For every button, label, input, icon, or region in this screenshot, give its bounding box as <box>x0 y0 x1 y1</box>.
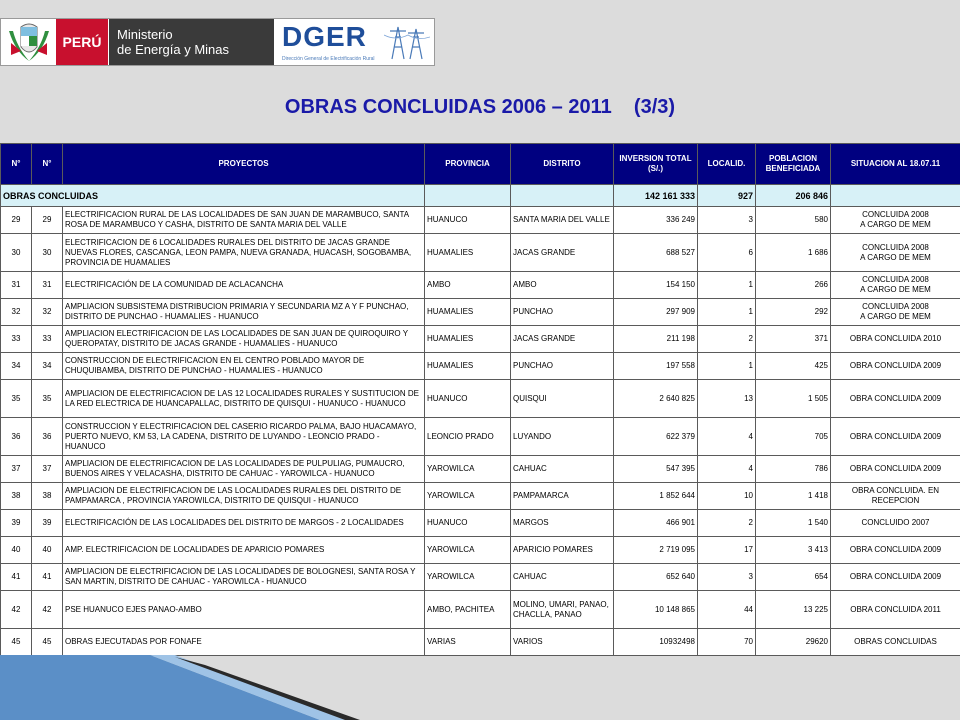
cell-n2: 32 <box>32 299 63 326</box>
cell-provincia: HUANUCO <box>425 380 511 418</box>
cell-poblacion: 580 <box>756 207 831 234</box>
cell-n1: 45 <box>1 629 32 656</box>
cell-poblacion: 654 <box>756 564 831 591</box>
cell-n1: 38 <box>1 483 32 510</box>
cell-provincia: HUANUCO <box>425 510 511 537</box>
cell-inversion: 466 901 <box>614 510 698 537</box>
cell-provincia: HUAMALIES <box>425 326 511 353</box>
cell-proyecto: AMPLIACION DE ELECTRIFICACION DE LAS 12 LOCALIDADES RURALES Y SUSTITUCION DE LA RED ELECTRICA DE HUANCAPALLAC, DISTRITO DE QUISQUI - HUANUCO - HUANUCO <box>63 380 425 418</box>
cell-distrito: JACAS GRANDE <box>511 234 614 272</box>
cell-n2: 41 <box>32 564 63 591</box>
cell-distrito: VARIOS <box>511 629 614 656</box>
cell-provincia: YAROWILCA <box>425 456 511 483</box>
cell-inversion: 1 852 644 <box>614 483 698 510</box>
cell-situacion: CONCLUIDO 2007 <box>831 510 960 537</box>
cell-distrito: PUNCHAO <box>511 299 614 326</box>
logo-banner <box>0 18 435 66</box>
cell-n1: 40 <box>1 537 32 564</box>
cell-situacion: OBRA CONCLUIDA 2009 <box>831 353 960 380</box>
cell-provincia: LEONCIO PRADO <box>425 418 511 456</box>
table-row <box>1 353 960 380</box>
cell-distrito: JACAS GRANDE <box>511 326 614 353</box>
cell-proyecto: ELECTRIFICACIÓN DE LA COMUNIDAD DE ACLACANCHA <box>63 272 425 299</box>
table-row <box>1 299 960 326</box>
cell-inversion: 688 527 <box>614 234 698 272</box>
section-empty-situacion <box>831 185 960 207</box>
cell-proyecto: AMP. ELECTRIFICACION DE LOCALIDADES DE APARICIO POMARES <box>63 537 425 564</box>
cell-inversion: 547 395 <box>614 456 698 483</box>
power-tower-icon <box>384 23 430 61</box>
cell-situacion: OBRA CONCLUIDA 2009 <box>831 418 960 456</box>
ministry-label <box>109 19 274 65</box>
cell-proyecto: ELECTRIFICACION RURAL DE LAS LOCALIDADES DE SAN JUAN DE MARAMBUCO, SANTA ROSA DE MARAMBUCO Y CASHA, DISTRITO DE SANTA MARIA DEL VALLE <box>63 207 425 234</box>
section-empty-provincia <box>425 185 511 207</box>
cell-proyecto: OBRAS EJECUTADAS POR FONAFE <box>63 629 425 656</box>
peru-label: PERÚ <box>56 19 108 65</box>
col-header-n1: N° <box>1 144 32 185</box>
cell-localid: 3 <box>698 207 756 234</box>
cell-localid: 17 <box>698 537 756 564</box>
cell-inversion: 154 150 <box>614 272 698 299</box>
cell-n2: 34 <box>32 353 63 380</box>
cell-situacion: OBRA CONCLUIDA 2009 <box>831 380 960 418</box>
cell-poblacion: 1 505 <box>756 380 831 418</box>
cell-inversion: 652 640 <box>614 564 698 591</box>
cell-poblacion: 705 <box>756 418 831 456</box>
cell-proyecto: AMPLIACION DE ELECTRIFICACION DE LAS LOCALIDADES RURALES DEL DISTRITO DE PAMPAMARCA , PROVINCIA YAROWILCA, DISTRITO DE QUISQUI - HUANUCO <box>63 483 425 510</box>
cell-n1: 30 <box>1 234 32 272</box>
works-table-wrap <box>0 143 960 656</box>
col-header-inversion: INVERSION TOTAL (S/.) <box>614 144 698 185</box>
cell-proyecto: CONSTRUCCION DE ELECTRIFICACION EN EL CENTRO POBLADO MAYOR DE CHUQUIBAMBA, DISTRITO DE PUNCHAO - HUAMALIES - HUANUCO <box>63 353 425 380</box>
cell-proyecto: AMPLIACION SUBSISTEMA DISTRIBUCION PRIMARIA Y SECUNDARIA MZ A Y F PUNCHAO, DISTRITO DE PUNCHAO - HUAMALIES - HUANUCO <box>63 299 425 326</box>
cell-poblacion: 371 <box>756 326 831 353</box>
cell-poblacion: 425 <box>756 353 831 380</box>
cell-localid: 70 <box>698 629 756 656</box>
cell-localid: 1 <box>698 353 756 380</box>
cell-provincia: AMBO, PACHITEA <box>425 591 511 629</box>
table-row <box>1 591 960 629</box>
section-empty-distrito <box>511 185 614 207</box>
cell-n1: 42 <box>1 591 32 629</box>
cell-n1: 31 <box>1 272 32 299</box>
cell-n2: 31 <box>32 272 63 299</box>
coat-of-arms-icon <box>7 21 51 63</box>
col-header-n2: N° <box>32 144 63 185</box>
section-inversion: 142 161 333 <box>614 185 698 207</box>
col-header-distrito: DISTRITO <box>511 144 614 185</box>
cell-distrito: CAHUAC <box>511 456 614 483</box>
works-table <box>0 143 960 656</box>
cell-localid: 1 <box>698 272 756 299</box>
cell-provincia: HUAMALIES <box>425 299 511 326</box>
cell-inversion: 336 249 <box>614 207 698 234</box>
cell-provincia: AMBO <box>425 272 511 299</box>
col-header-proyectos: PROYECTOS <box>63 144 425 185</box>
cell-situacion: CONCLUIDA 2008 A CARGO DE MEM <box>831 299 960 326</box>
cell-n2: 35 <box>32 380 63 418</box>
table-row <box>1 326 960 353</box>
table-row <box>1 564 960 591</box>
table-row <box>1 207 960 234</box>
decorative-swoosh <box>0 655 960 720</box>
cell-proyecto: AMPLIACION DE ELECTRIFICACION DE LAS LOCALIDADES DE BOLOGNESI, SANTA ROSA Y SAN MARTIN, DISTRITO DE CAHUAC - YAROWILCA - HUANUCO <box>63 564 425 591</box>
cell-provincia: YAROWILCA <box>425 537 511 564</box>
cell-proyecto: CONSTRUCCION Y ELECTRIFICACION DEL CASERIO RICARDO PALMA, BAJO HUACAMAYO, PUERTO NUEVO, KM 53, LA CADENA, DISTRITO DE LUYANDO - LEONCIO PRADO - HUANUCO <box>63 418 425 456</box>
cell-localid: 6 <box>698 234 756 272</box>
cell-situacion: OBRA CONCLUIDA 2011 <box>831 591 960 629</box>
cell-poblacion: 1 540 <box>756 510 831 537</box>
cell-n2: 30 <box>32 234 63 272</box>
col-header-localid: LOCALID. <box>698 144 756 185</box>
cell-localid: 2 <box>698 326 756 353</box>
ministry-line1: Ministerio <box>117 27 173 42</box>
cell-provincia: VARIAS <box>425 629 511 656</box>
cell-distrito: LUYANDO <box>511 418 614 456</box>
cell-inversion: 2 640 825 <box>614 380 698 418</box>
table-row <box>1 537 960 564</box>
section-label: OBRAS CONCLUIDAS <box>1 185 425 207</box>
cell-distrito: AMBO <box>511 272 614 299</box>
cell-situacion: OBRA CONCLUIDA 2009 <box>831 564 960 591</box>
cell-n1: 37 <box>1 456 32 483</box>
dger-text: DGER <box>282 21 367 52</box>
cell-inversion: 10 148 865 <box>614 591 698 629</box>
table-row <box>1 418 960 456</box>
cell-n1: 39 <box>1 510 32 537</box>
cell-inversion: 2 719 095 <box>614 537 698 564</box>
dger-logo <box>276 19 433 65</box>
cell-situacion: CONCLUIDA 2008 A CARGO DE MEM <box>831 234 960 272</box>
cell-n1: 33 <box>1 326 32 353</box>
cell-distrito: QUISQUI <box>511 380 614 418</box>
cell-poblacion: 1 686 <box>756 234 831 272</box>
cell-inversion: 297 909 <box>614 299 698 326</box>
cell-poblacion: 266 <box>756 272 831 299</box>
cell-inversion: 211 198 <box>614 326 698 353</box>
cell-distrito: SANTA MARIA DEL VALLE <box>511 207 614 234</box>
col-header-situacion: SITUACION AL 18.07.11 <box>831 144 960 185</box>
table-row <box>1 272 960 299</box>
cell-situacion: OBRAS CONCLUIDAS <box>831 629 960 656</box>
cell-n2: 37 <box>32 456 63 483</box>
cell-provincia: HUAMALIES <box>425 353 511 380</box>
cell-poblacion: 13 225 <box>756 591 831 629</box>
cell-n2: 45 <box>32 629 63 656</box>
cell-proyecto: ELECTRIFICACIÓN DE LAS LOCALIDADES DEL DISTRITO DE MARGOS - 2 LOCALIDADES <box>63 510 425 537</box>
section-localidades: 927 <box>698 185 756 207</box>
cell-localid: 4 <box>698 456 756 483</box>
cell-localid: 10 <box>698 483 756 510</box>
ministry-line2: de Energía y Minas <box>117 42 230 57</box>
cell-poblacion: 292 <box>756 299 831 326</box>
cell-localid: 44 <box>698 591 756 629</box>
page-title: OBRAS CONCLUIDAS 2006 – 2011 (3/3) <box>284 96 676 118</box>
cell-n1: 32 <box>1 299 32 326</box>
table-header-row <box>1 144 960 185</box>
cell-situacion: OBRA CONCLUIDA 2009 <box>831 537 960 564</box>
section-row <box>1 185 960 207</box>
cell-n2: 29 <box>32 207 63 234</box>
cell-situacion: OBRA CONCLUIDA 2009 <box>831 456 960 483</box>
cell-proyecto: ELECTRIFICACION DE 6 LOCALIDADES RURALES DEL DISTRITO DE JACAS GRANDE NUEVAS FLORES, CASCANGA, LEON PAMPA, NUEVA GRANADA, HUACASH, SOGOBAMBA, PROVINCIA DE HUAMALIES <box>63 234 425 272</box>
cell-localid: 2 <box>698 510 756 537</box>
cell-inversion: 622 379 <box>614 418 698 456</box>
cell-poblacion: 1 418 <box>756 483 831 510</box>
col-header-poblacion: POBLACION BENEFICIADA <box>756 144 831 185</box>
cell-distrito: PUNCHAO <box>511 353 614 380</box>
cell-n1: 36 <box>1 418 32 456</box>
table-row <box>1 234 960 272</box>
table-row <box>1 456 960 483</box>
col-header-provincia: PROVINCIA <box>425 144 511 185</box>
cell-distrito: PAMPAMARCA <box>511 483 614 510</box>
cell-localid: 4 <box>698 418 756 456</box>
cell-n2: 36 <box>32 418 63 456</box>
table-row <box>1 629 960 656</box>
cell-distrito: CAHUAC <box>511 564 614 591</box>
cell-n1: 29 <box>1 207 32 234</box>
cell-inversion: 10932498 <box>614 629 698 656</box>
cell-proyecto: AMPLIACION ELECTRIFICACION DE LAS LOCALIDADES DE SAN JUAN DE QUIROQUIRO Y QUEROPATAY, DISTRITO DE JACAS GRANDE - HUAMALIES - HUANUCO <box>63 326 425 353</box>
cell-proyecto: PSE HUANUCO EJES PANAO-AMBO <box>63 591 425 629</box>
cell-n1: 35 <box>1 380 32 418</box>
cell-localid: 3 <box>698 564 756 591</box>
section-poblacion: 206 846 <box>756 185 831 207</box>
cell-n2: 39 <box>32 510 63 537</box>
cell-poblacion: 29620 <box>756 629 831 656</box>
cell-n1: 34 <box>1 353 32 380</box>
cell-localid: 1 <box>698 299 756 326</box>
cell-situacion: CONCLUIDA 2008 A CARGO DE MEM <box>831 272 960 299</box>
cell-distrito: APARICIO POMARES <box>511 537 614 564</box>
table-row <box>1 380 960 418</box>
cell-n2: 33 <box>32 326 63 353</box>
cell-provincia: HUANUCO <box>425 207 511 234</box>
cell-poblacion: 3 413 <box>756 537 831 564</box>
cell-situacion: CONCLUIDA 2008 A CARGO DE MEM <box>831 207 960 234</box>
cell-n2: 38 <box>32 483 63 510</box>
cell-inversion: 197 558 <box>614 353 698 380</box>
cell-situacion: OBRA CONCLUIDA. EN RECEPCION <box>831 483 960 510</box>
cell-provincia: HUAMALIES <box>425 234 511 272</box>
cell-n2: 40 <box>32 537 63 564</box>
cell-provincia: YAROWILCA <box>425 483 511 510</box>
cell-proyecto: AMPLIACION DE ELECTRIFICACION DE LAS LOCALIDADES DE PULPULIAG, PUMAUCRO, BUENOS AIRES Y VELACASHA, DISTRITO DE CAHUAC - YAROWILCA - HUANUCO <box>63 456 425 483</box>
cell-distrito: MARGOS <box>511 510 614 537</box>
cell-poblacion: 786 <box>756 456 831 483</box>
dger-subtitle: Dirección General de Electrificación Rural <box>282 56 375 62</box>
cell-n1: 41 <box>1 564 32 591</box>
cell-n2: 42 <box>32 591 63 629</box>
cell-localid: 13 <box>698 380 756 418</box>
cell-distrito: MOLINO, UMARI, PANAO, CHACLLA, PANAO <box>511 591 614 629</box>
cell-provincia: YAROWILCA <box>425 564 511 591</box>
cell-situacion: OBRA CONCLUIDA 2010 <box>831 326 960 353</box>
table-row <box>1 510 960 537</box>
table-row <box>1 483 960 510</box>
